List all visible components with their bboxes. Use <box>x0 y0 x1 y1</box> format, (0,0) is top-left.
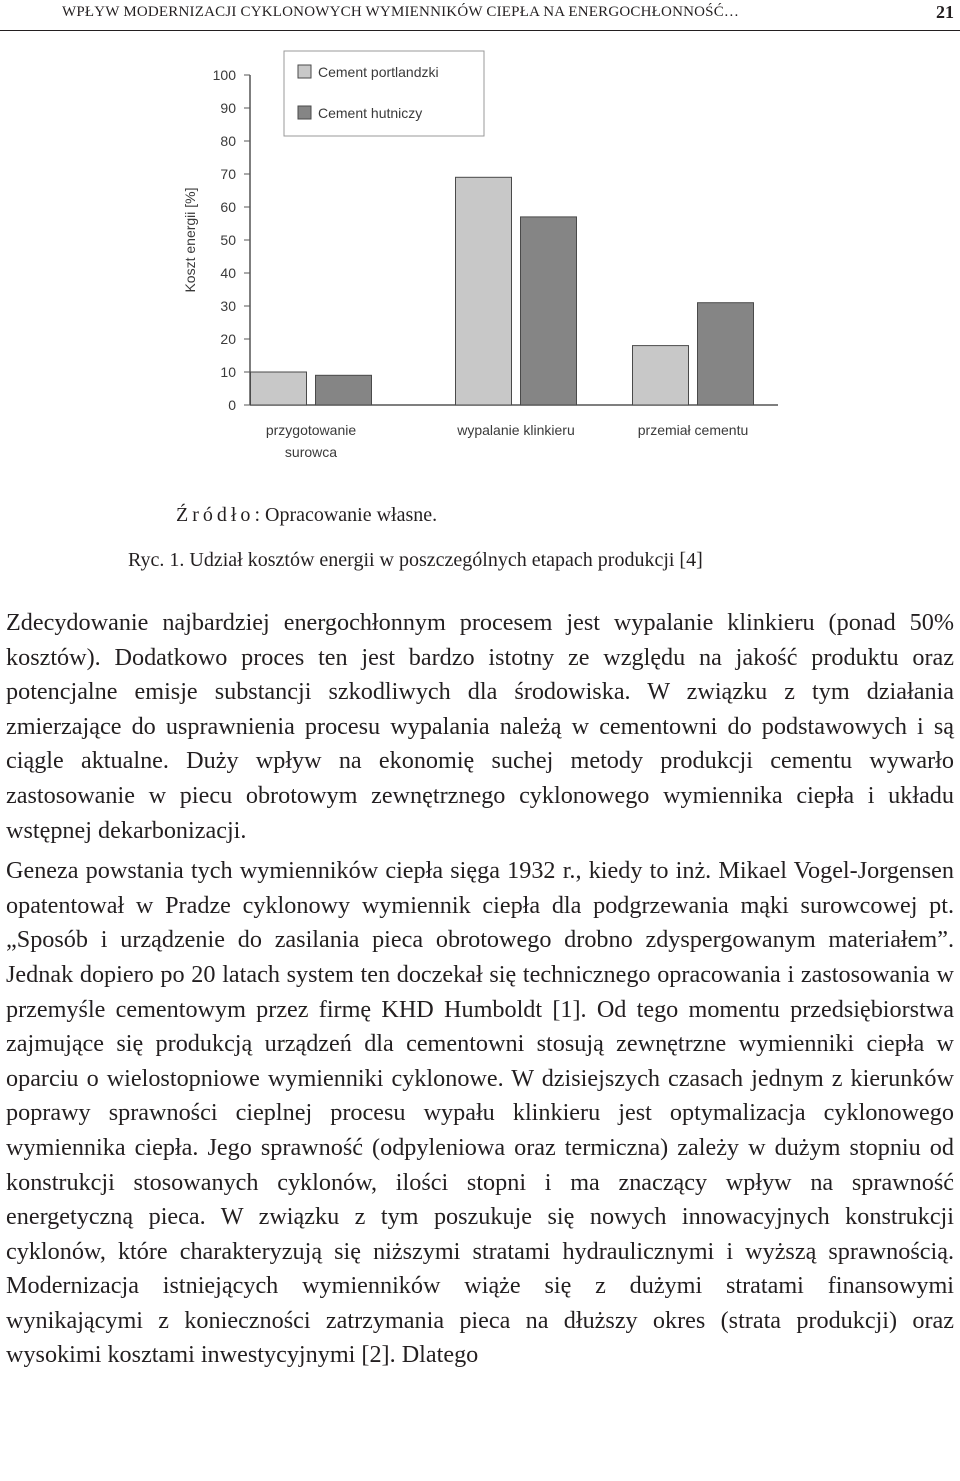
y-tick-label: 60 <box>220 199 236 215</box>
legend-label: Cement portlandzki <box>318 64 439 80</box>
y-tick-label: 70 <box>220 166 236 182</box>
figure-caption: Ryc. 1. Udział kosztów energii w poszczególnych etapach produkcji [4] <box>128 549 703 571</box>
figure-source <box>176 504 437 527</box>
y-tick-label: 50 <box>220 232 236 248</box>
y-tick-label: 90 <box>220 100 236 116</box>
body-text <box>6 606 954 1373</box>
source-text: : Opracowanie własne. <box>254 504 438 526</box>
y-tick-label: 0 <box>228 397 236 413</box>
y-tick-label: 20 <box>220 331 236 347</box>
bar <box>456 177 512 405</box>
legend-label: Cement hutniczy <box>318 105 423 121</box>
running-title: WPŁYW MODERNIZACJI CYKLONOWYCH WYMIENNIKÓW CIEPŁA NA ENERGOCHŁONNOŚĆ… <box>62 4 740 20</box>
x-category-label: przemiał cementu <box>637 422 749 438</box>
bar <box>698 303 754 405</box>
bar <box>521 217 577 405</box>
legend-swatch <box>298 65 311 78</box>
x-category-label: surowca <box>284 444 338 460</box>
y-tick-label: 80 <box>220 133 236 149</box>
bar <box>251 372 307 405</box>
legend-swatch <box>298 106 311 119</box>
y-tick-label: 40 <box>220 265 236 281</box>
paragraph: Zdecydowanie najbardziej energochłonnym procesem jest wypalanie klinkieru (ponad 50% kosztów). Dodatkowo proces ten jest bardzo istotny ze względu na jakość produktu oraz potencjalne emisje substancji szkodliwych dla środowiska. W związku z tym działania zmierzające do usprawnienia procesu wypalania należą w cementowni do podstawowych i są ciągle aktualne. Duży wpływ na ekonomię suchej metody produkcji cementu wywarło zastosowanie w piecu obrotowym zewnętrznego cyklonowego wymiennika ciepła i układu wstępnej dekarbonizacji. <box>6 609 954 844</box>
energy-cost-bar-chart <box>0 50 960 470</box>
y-axis-label: Koszt energii [%] <box>182 187 198 293</box>
running-header <box>0 0 960 31</box>
x-category-label: przygotowanie <box>265 422 357 438</box>
page-number: 21 <box>936 2 954 22</box>
source-label: Źródło <box>176 504 255 526</box>
bar <box>633 346 689 405</box>
y-tick-label: 100 <box>212 67 236 83</box>
y-tick-label: 10 <box>220 364 236 380</box>
y-tick-label: 30 <box>220 298 236 314</box>
paragraph: Geneza powstania tych wymienników ciepła sięga 1932 r., kiedy to inż. Mikael Vogel-Jorgensen opatentował w Pradze cyklonowy wymiennik ciepła dla podgrzewania mąki surowcowej pt. „Sposób i urządzenie do zasilania pieca obrotowego drobno zdyspergowanym materiałem”. Jednak dopiero po 20 latach system ten doczekał się technicznego opracowania i zastosowania w przemyśle cementowym przez firmę KHD Humboldt [1]. Od tego momentu przedsiębiorstwa zajmujące się produkcją urządzeń dla cementowni stosują zewnętrzne wymienniki ciepła w oparciu o wielostopniowe wymienniki cyklonowe. W dzisiejszych czasach jednym z kierunków poprawy sprawności cieplnej procesu wypału klinkieru jest optymalizacja cyklonowego wymiennika ciepła. Jego sprawność (odpyleniowa oraz termiczna) zależy w dużym stopniu od konstrukcji stosowanych cyklonów, ilości stopni i ma znaczący wpływ na sprawność energetyczną pieca. W związku z tym poszukuje się nowych innowacyjnych konstrukcji cyklonów, które charakteryzują się niższymi stratami hydraulicznymi i wyższą sprawnością. Modernizacja istniejących wymienników wiąże się z dużymi stratami finansowymi wynikającymi z konieczności zatrzymania pieca na dłuższy okres (strata produkcji) oraz wysokimi kosztami inwestycyjnymi [2]. Dlatego <box>6 857 954 1369</box>
x-category-label: wypalanie klinkieru <box>457 422 575 438</box>
bar <box>316 375 372 405</box>
